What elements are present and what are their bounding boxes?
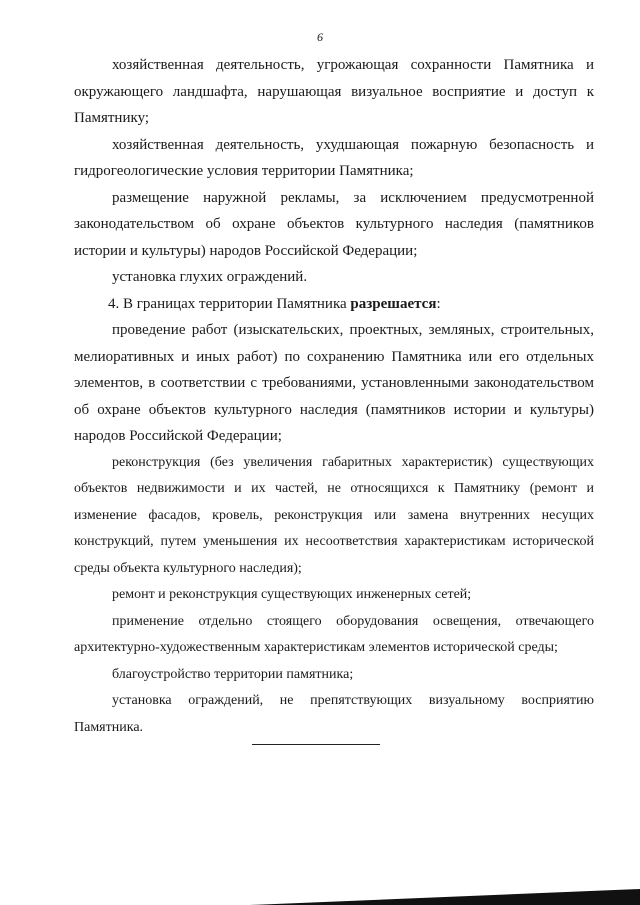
prohibited-item-fire-safety: хозяйственная деятельность, ухудшающая пожарную безопасность и гидрогеологические условия территории Памятника; <box>74 136 594 179</box>
end-separator-line <box>252 744 380 745</box>
allowed-item-engineering-networks: ремонт и реконструкция существующих инженерных сетей; <box>112 587 472 602</box>
allowed-item-fences: установка ограждений, не препятствующих визуальному восприятию Памятника. <box>74 693 594 735</box>
prohibited-item-economic-activity: хозяйственная деятельность, угрожающая сохранности Памятника и окружающего ландшафта, нарушающая визуальное восприятие и доступ к Памятнику; <box>74 57 594 126</box>
allowed-item-lighting: применение отдельно стоящего оборудования освещения, отвечающего архитектурно-художественным характеристикам элементов исторической среды; <box>74 613 594 655</box>
page-number: 6 <box>317 30 323 44</box>
document-body <box>74 52 594 741</box>
section-4-emphasis: разрешается <box>350 295 437 312</box>
scan-edge-shape <box>0 887 640 905</box>
section-4-heading <box>74 291 594 318</box>
scan-bottom-edge <box>0 887 640 905</box>
prohibited-item-advertising: размещение наружной рекламы, за исключением предусмотренной законодательством об охране объектов культурного наследия (памятников истории и культуры) народов Российской Федерации; <box>74 189 594 259</box>
allowed-item-preservation-works: проведение работ (изыскательских, проектных, земляных, строительных, мелиоративных и иных работ) по сохранению Памятника или его отдельных элементов, в соответствии с требованиями, установленными законодательством об охране объектов культурного наследия (памятников истории и культуры) народов Российской Федерации; <box>74 322 594 444</box>
section-4-suffix: : <box>436 295 441 312</box>
allowed-item-landscaping: благоустройство территории памятника; <box>112 666 354 682</box>
allowed-item-reconstruction: реконструкция (без увеличения габаритных характеристик) существующих объектов недвижимости и их частей, не относящихся к Памятнику (ремонт и изменение фасадов, кровель, реконструкция или замена внутренних несущих конструкций, путем уменьшения их несоответствия характеристикам исторической среды объекта культурного наследия); <box>74 454 594 576</box>
section-4-prefix: 4. В границах территории Памятника <box>108 295 351 312</box>
prohibited-item-solid-fences: установка глухих ограждений. <box>112 269 308 285</box>
